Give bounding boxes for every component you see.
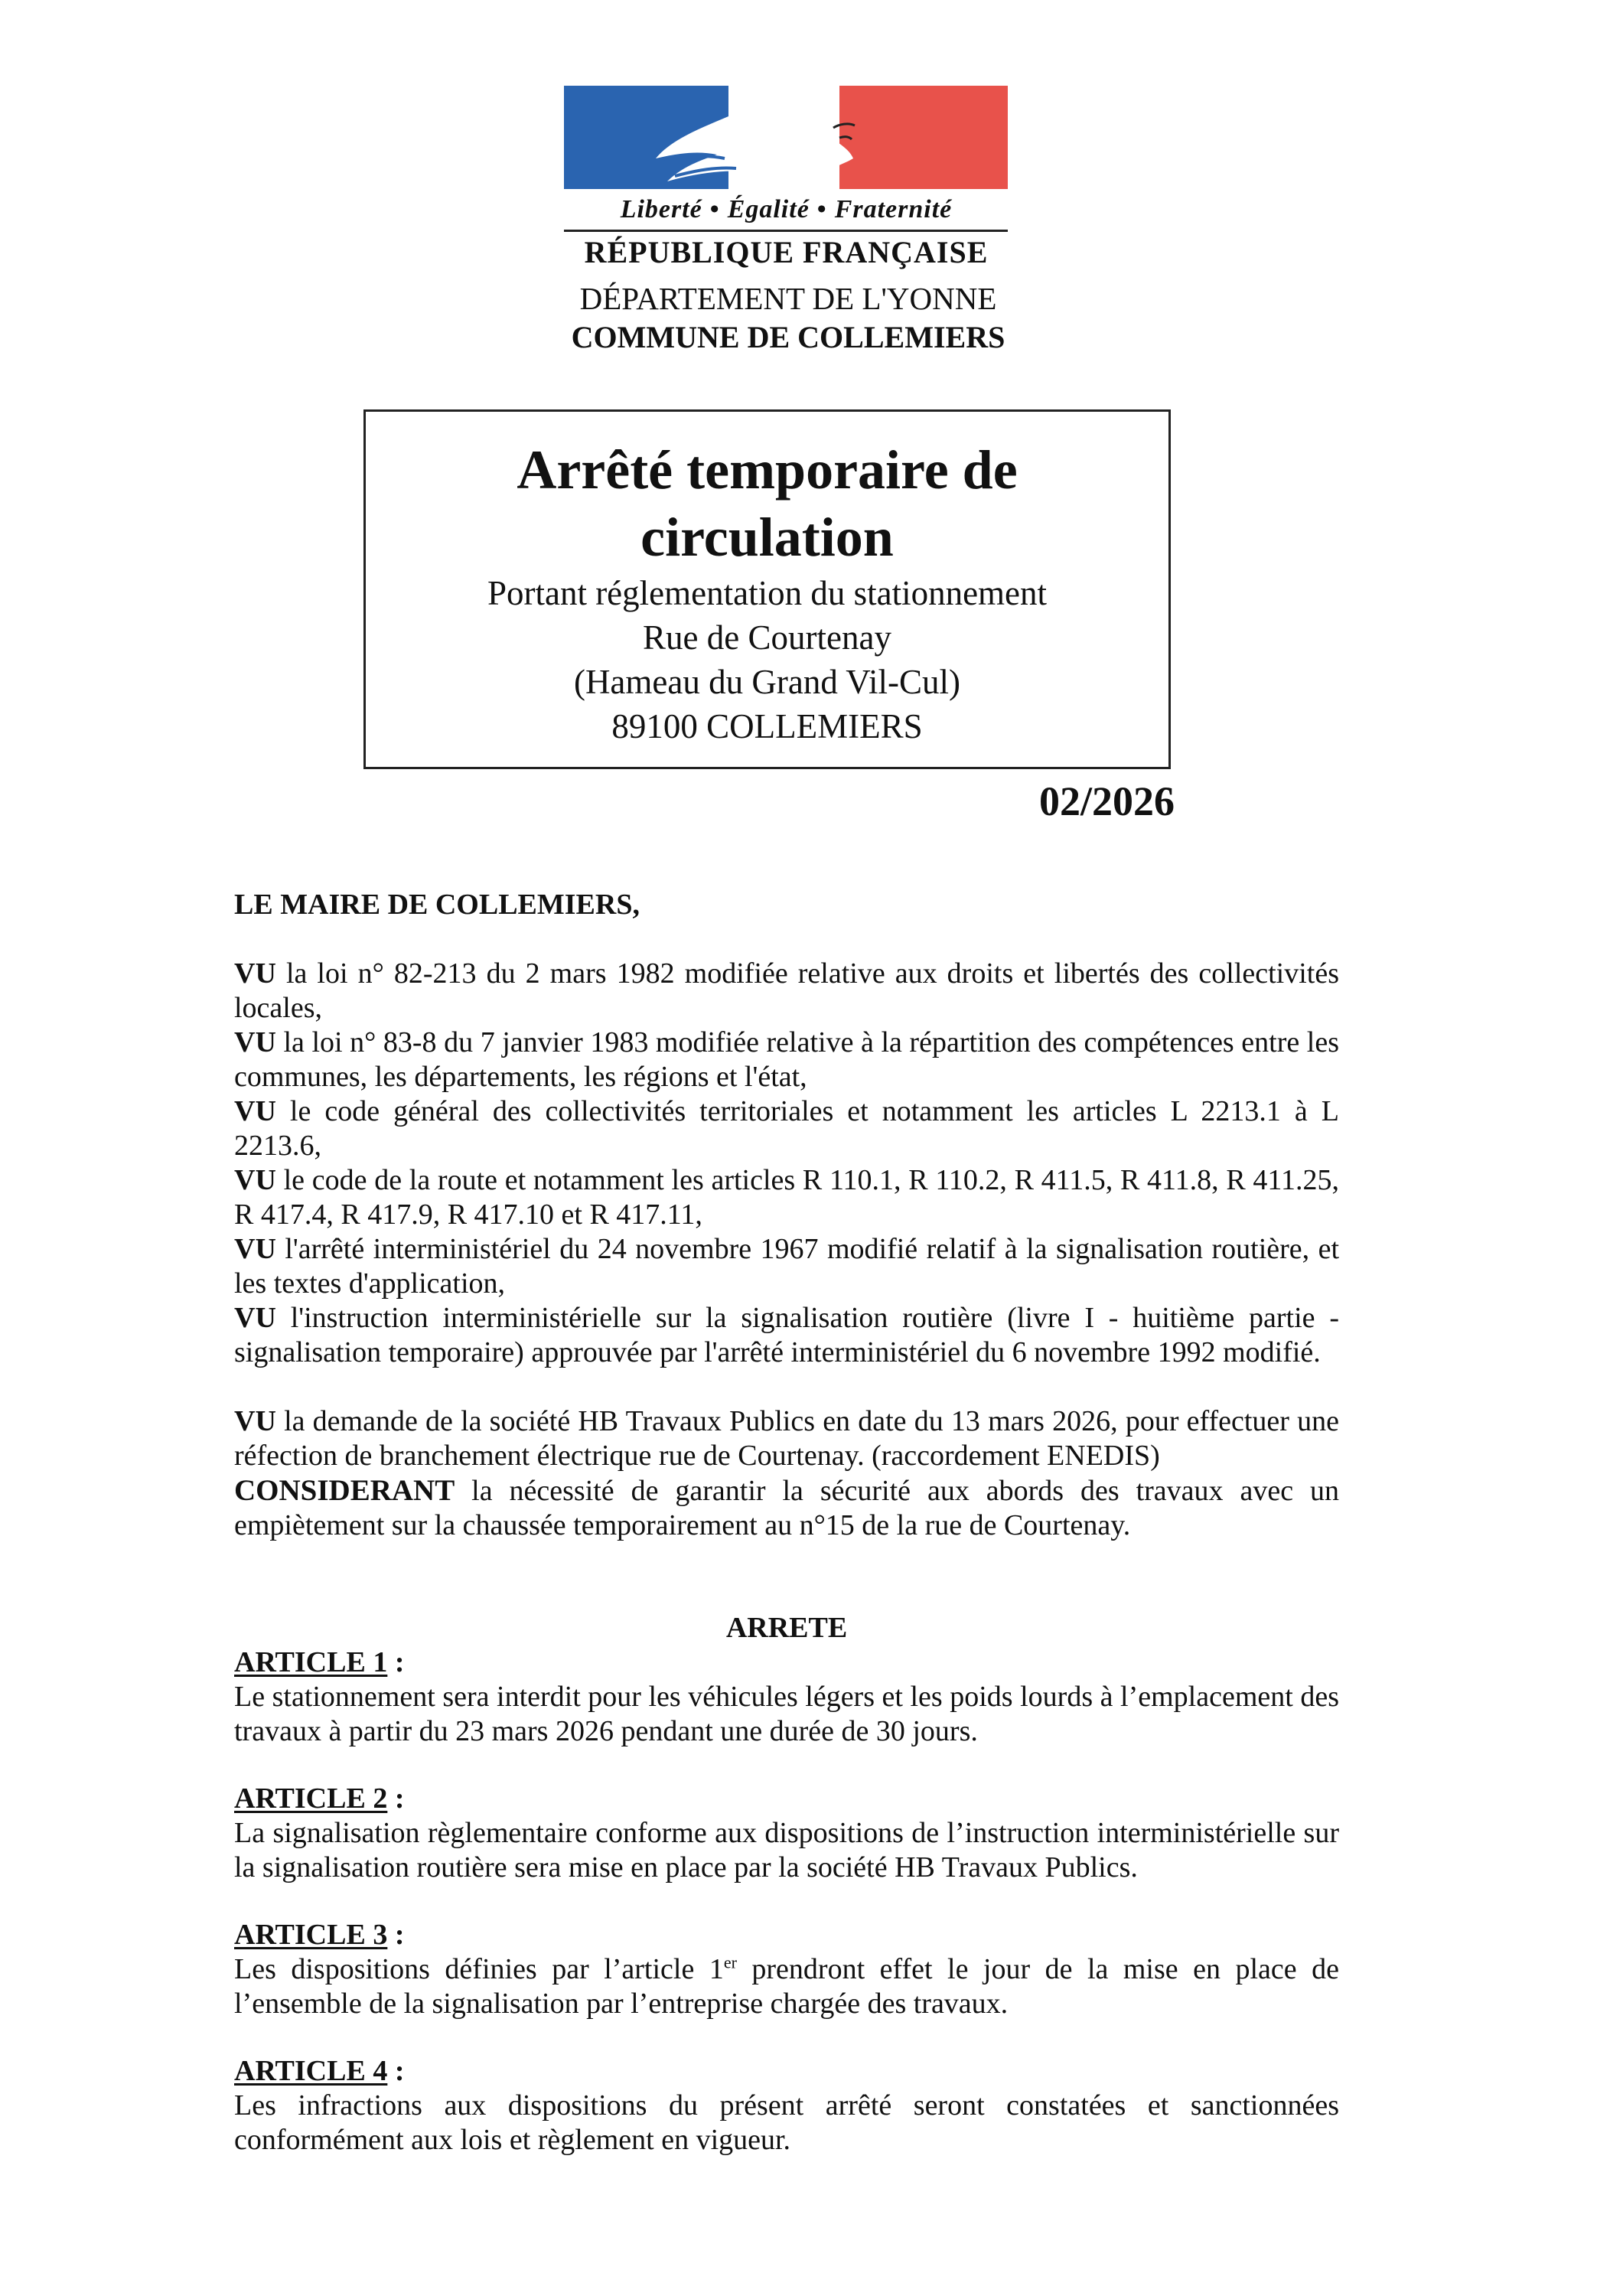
demande-item [234,1404,1339,1473]
article-colon: : [387,1646,405,1678]
visa-text: l'arrêté interministériel du 24 novembre 1967 modifié relatif à la signalisation routière, et les textes d'application, [234,1233,1340,1300]
subtitle-line: Rue de Courtenay [643,618,891,657]
article-text: Les infractions aux dispositions du présent arrêté seront constatées et sanctionnées conformément aux lois et règlement en vigueur. [234,2089,1339,2156]
visa-item [234,1163,1339,1232]
visa-lead: VU [234,1233,276,1265]
spacer [234,1370,1339,1404]
article-1 [234,1645,1339,1749]
motto-divider [564,230,1008,232]
article-colon: : [387,2055,405,2087]
article-text: La signalisation règlementaire conforme aux dispositions de l’instruction interministérielle sur la signalisation routière sera mise en place par la société HB Travaux Publics. [234,1817,1339,1883]
considerant-lead: CONSIDERANT [234,1474,455,1507]
maire-heading: LE MAIRE DE COLLEMIERS, [234,889,640,921]
motto-fraternite: Fraternité [834,195,953,223]
article-colon: : [387,1782,405,1815]
motto-liberte: Liberté [620,195,702,223]
article-heading [234,2054,1339,2089]
article-heading [234,1645,1339,1680]
subtitle-line: Portant réglementation du stationnement [487,574,1048,612]
visa-lead: VU [234,1026,276,1058]
considerant-text: la nécessité de garantir la sécurité aux abords des travaux avec un empiètement sur la chaussée temporairement au n°15 de la rue de Courtenay. [234,1475,1339,1541]
article-label: ARTICLE 4 [234,2055,388,2087]
visa-lead: VU [234,1164,276,1196]
motto-separator: • [709,195,720,223]
visas-section [234,957,1339,1543]
republic-motto [562,195,1010,224]
visa-item [234,1026,1339,1094]
arrete-number: 02/2026 [1038,778,1175,824]
article-text-part: prendront effet le jour de la mise en place de l’ensemble de la signalisation par l’entreprise chargée des travaux. [234,1953,1339,2020]
considerant-item [234,1473,1339,1543]
article-text: Le stationnement sera interdit pour les véhicules légers et les poids lourds à l’emplacement des travaux à partir du 23 mars 2026 pendant une durée de 30 jours. [234,1681,1339,1747]
document-title-line2: circulation [640,507,894,568]
visa-text: le code de la route et notamment les articles R 110.1, R 110.2, R 411.5, R 411.8, R 411.25, R 417.4, R 417.9, R 417.10 et R 417.11, [234,1164,1340,1231]
article-heading [234,1918,1339,1952]
document-title-line1: Arrêté temporaire de [517,439,1018,501]
motto-egalite: Égalité [727,195,810,223]
article-text [234,1952,1339,2021]
article-2 [234,1782,1339,1885]
commune-name: COMMUNE DE COLLEMIERS [571,320,1005,354]
visa-text: la loi n° 83-8 du 7 janvier 1983 modifiée relative à la répartition des compétences entre les communes, les départements, les régions et l'état, [234,1026,1340,1093]
article-label: ARTICLE 1 [234,1646,388,1678]
marianne-logo [564,86,1008,189]
visa-lead: VU [234,957,276,990]
arrete-heading: ARRETE [725,1612,848,1644]
visa-item [234,1094,1339,1163]
article-4 [234,2054,1339,2157]
motto-separator: • [816,195,827,223]
republique-francaise: RÉPUBLIQUE FRANÇAISE [584,235,989,269]
visa-item [234,957,1339,1026]
subtitle-line: 89100 COLLEMIERS [611,707,923,745]
visa-lead: VU [234,1095,276,1127]
article-text-part: Les dispositions définies par l’article 1 [234,1953,724,1985]
visa-text: la loi n° 82-213 du 2 mars 1982 modifiée relative aux droits et libertés des collectivités locales, [234,957,1339,1024]
article-label: ARTICLE 3 [234,1919,388,1951]
visa-text: l'instruction interministérielle sur la signalisation routière (livre I - huitième partie - signalisation temporaire) approuvée par l'arrêté interministériel du 6 novembre 1992 modifié. [234,1302,1339,1368]
visa-text: le code général des collectivités territoriales et notamment les articles L 2213.1 à L 2213.6, [234,1095,1339,1162]
ordinal-suffix: er [723,1952,737,1972]
departement-name: DÉPARTEMENT DE L'YONNE [579,281,997,316]
article-colon: : [387,1919,405,1951]
title-box [363,409,1171,769]
demande-text: la demande de la société HB Travaux Publics en date du 13 mars 2026, pour effectuer une réfection de branchement électrique rue de Courtenay. (raccordement ENEDIS) [234,1405,1340,1472]
subtitle-line: (Hameau du Grand Vil-Cul) [573,663,961,701]
visa-lead: VU [234,1302,276,1334]
visa-lead: VU [234,1405,276,1437]
article-3 [234,1918,1339,2021]
article-heading [234,1782,1339,1816]
visa-item [234,1232,1339,1301]
visa-item [234,1301,1339,1370]
article-label: ARTICLE 2 [234,1782,388,1815]
flag-red-band [839,86,1008,189]
